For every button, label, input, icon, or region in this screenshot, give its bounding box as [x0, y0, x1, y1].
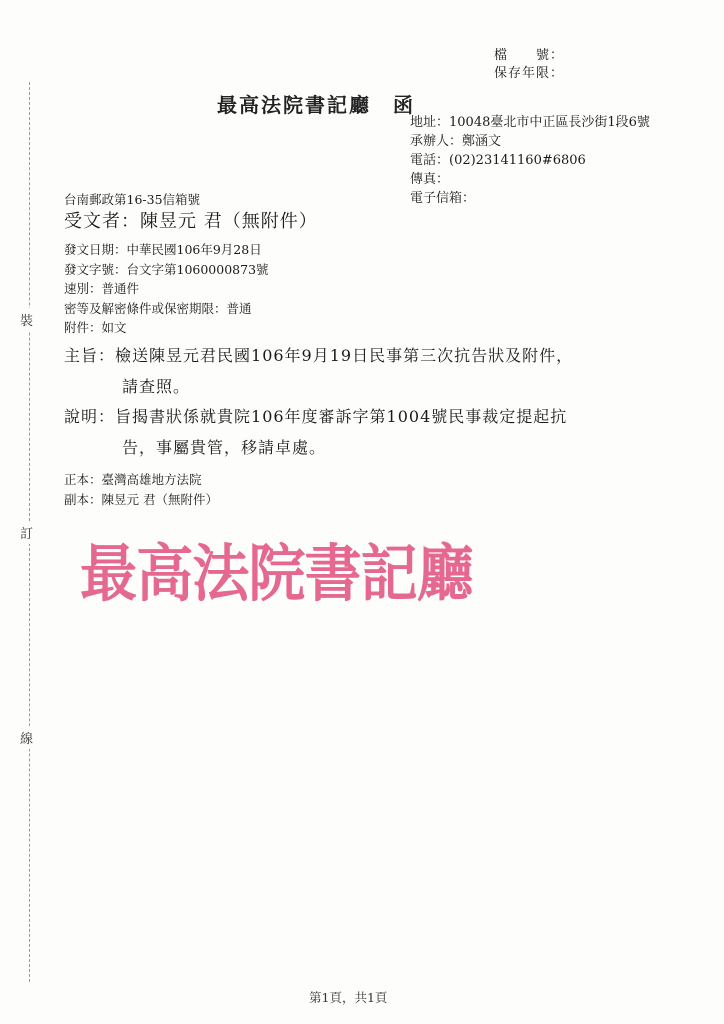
binding-mark-ding: 訂	[20, 521, 33, 544]
distribution-copy: 副本：陳昱元 君（無附件）	[64, 491, 218, 507]
distribution-block	[64, 470, 218, 509]
distribution-main: 正本：臺灣高雄地方法院	[64, 472, 202, 487]
explanation-section	[64, 401, 567, 463]
issue-date: 發文日期：中華民國106年9月28日	[64, 242, 262, 257]
explanation-label: 說明：	[64, 407, 116, 426]
urgency: 速別：普通件	[64, 281, 140, 296]
binding-mark-xian: 線	[20, 726, 33, 749]
receiver: 受文者：陳昱元 君（無附件）	[64, 211, 318, 232]
official-seal-stamp: 最高法院書記廳	[80, 537, 473, 610]
binding-mark-zhuang: 裝	[20, 308, 33, 331]
recipient-address: 台南郵政第16-35信箱號	[64, 192, 201, 207]
confidentiality: 密等及解密條件或保密期限：普通	[64, 300, 252, 316]
sender-fax: 傳真：	[410, 172, 450, 187]
explanation-line-2: 告，事屬貴管，移請卓處。	[122, 438, 327, 457]
sender-contact-person: 承辦人：鄭涵文	[410, 134, 502, 149]
sender-email: 電子信箱：	[410, 191, 476, 206]
page-number: 第1頁，共1頁	[309, 990, 388, 1005]
retention-period-label: 保存年限：	[494, 66, 565, 81]
sender-contact-block	[410, 113, 650, 208]
issue-number: 發文字號：台文字第1060000873號	[64, 261, 269, 277]
subject-line-2: 請查照。	[122, 377, 191, 396]
explanation-line-1: 旨揭書狀係就貴院106年度審訴字第1004號民事裁定提起抗	[115, 407, 568, 426]
subject-section	[64, 340, 573, 402]
document-title: 最高法院書記廳 函	[217, 93, 415, 117]
attachment: 附件：如文	[64, 320, 127, 335]
file-number-label: 檔 號：	[494, 48, 565, 63]
subject-label: 主旨：	[64, 346, 116, 365]
subject-line-1: 檢送陳昱元君民國106年9月19日民事第三次抗告狀及附件，	[115, 346, 574, 365]
issue-info-block	[64, 240, 269, 338]
sender-phone: 電話：(02)23141160#6806	[410, 153, 586, 168]
sender-address: 地址：10048臺北市中正區長沙街1段6號	[410, 115, 650, 130]
